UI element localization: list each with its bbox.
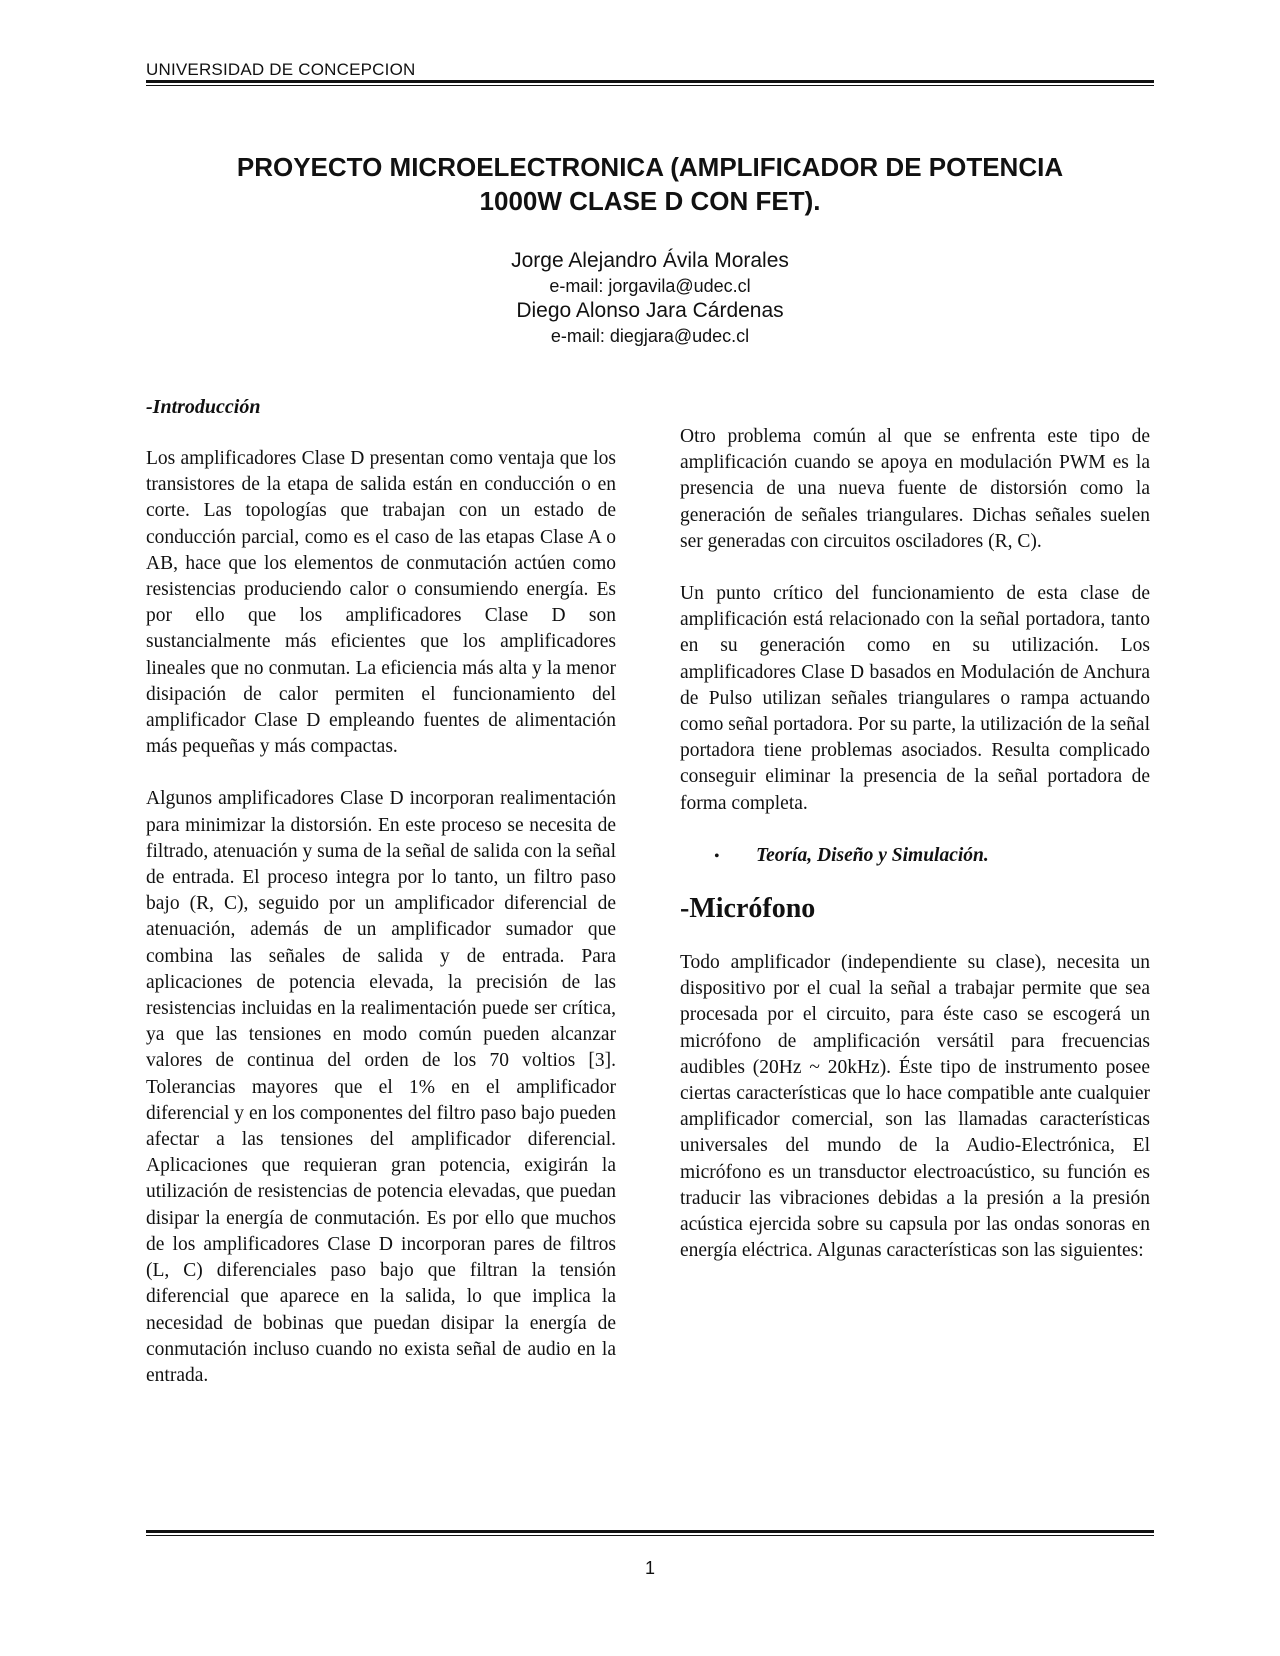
bullet-icon: • <box>714 847 720 865</box>
body-paragraph: Un punto crítico del funcionamiento de esta clase de amplificación está relacionado con la señal portadora, tanto en su generación como en su utilización. Los amplificadores Clase D basados en Modulación de Anchura de Pulso utilizan señales triangulares o rampa actuando como señal portadora. Por su parte, la utilización de la señal portadora tiene problemas asociados. Resulta complicado conseguir eliminar la presencia de la señal portadora de forma completa. <box>680 583 1150 814</box>
body-paragraph: Todo amplificador (independiente su clase), necesita un dispositivo por el cual la señal a trabajar permite que sea procesada por el circuito, para éste caso se escogerá un micrófono de amplificación versátil para frecuencias audibles (20Hz ~ 20kHz). Éste tipo de instrumento posee ciertas características que lo hace compatible ante cualquier amplificador comercial, son las llamadas características universales del mundo de la Audio-Electrónica, El micrófono es un transductor electroacústico, su función es traducir las vibraciones debidas a la presión a la presión acústica ejercida sobre su capsula por las ondas sonoras en energía eléctrica. Algunas características son las siguientes: <box>680 952 1150 1262</box>
title-line-2: 1000W CLASE D CON FET). <box>479 186 821 216</box>
body-paragraph: Otro problema común al que se enfrenta este tipo de amplificación cuando se apoya en modulación PWM es la presencia de una nueva fuente de distorsión como la generación de señales triangulares. Dichas señales suelen ser generadas con circuitos osciladores (R, C). <box>680 426 1150 552</box>
header-rule-thin <box>146 85 1154 86</box>
left-column <box>146 394 616 1389</box>
bullet-item <box>680 843 1150 870</box>
author-email: e-mail: diegjara@udec.cl <box>550 326 750 346</box>
page-number: 1 <box>644 1558 655 1578</box>
bullet-text: Teoría, Diseño y Simulación. <box>756 844 989 866</box>
author-email: e-mail: jorgavila@udec.cl <box>549 276 751 296</box>
paragraph-gap <box>680 555 1150 581</box>
author-block <box>146 248 1154 348</box>
header-institution: UNIVERSIDAD DE CONCEPCION <box>146 60 416 79</box>
title-line-1: PROYECTO MICROELECTRONICA (AMPLIFICADOR DE POTENCIA <box>236 152 1064 182</box>
section-heading-microfono: -Micrófono <box>680 893 816 925</box>
paragraph-gap <box>146 760 616 786</box>
author-name: Diego Alonso Jara Cárdenas <box>516 299 784 322</box>
author-name: Jorge Alejandro Ávila Morales <box>511 249 789 272</box>
section-heading-introduccion: -Introducción <box>146 396 261 418</box>
right-column <box>680 424 1150 1264</box>
body-paragraph: Los amplificadores Clase D presentan como ventaja que los transistores de la etapa de salida están en conducción o en corte. Las topologías que trabajan con un estado de conducción parcial, como es el caso de las etapas Clase A o AB, hace que los elementos de conmutación actúen como resistencias produciendo calor o consumiendo energía. Es por ello que los amplificadores Clase D son sustancialmente más eficientes que los amplificadores lineales que no conmutan. La eficiencia más alta y la menor disipación de calor permiten el funcionamiento del amplificador Clase D empleando fuentes de alimentación más pequeñas y más compactas. <box>146 448 616 758</box>
paper-title <box>146 150 1154 218</box>
header-rule-thick <box>146 80 1154 83</box>
footer-rule-thick <box>146 1530 1154 1533</box>
body-paragraph: Algunos amplificadores Clase D incorporan realimentación para minimizar la distorsión. En este proceso se necesita de filtrado, atenuación y suma de la señal de salida con la señal de entrada. El proceso integra por lo tanto, un filtro paso bajo (R, C), seguido por un amplificador diferencial de atenuación, además de un amplificador sumador que combina las señales de salida y de entrada. Para aplicaciones de potencia elevada, la precisión de las resistencias incluidas en la realimentación puede ser crítica, ya que las tensiones en modo común pueden alcanzar valores de continua del orden de los 70 voltios [3]. Tolerancias mayores que el 1% en el amplificador diferencial y en los componentes del filtro paso bajo pueden afectar a las tensiones del amplificador diferencial. Aplicaciones que requieran gran potencia, exigirán la utilización de resistencias de potencia elevadas, que puedan disipar la energía de conmutación. Es por ello que muchos de los amplificadores Clase D incorporan pares de filtros (L, C) diferenciales paso bajo que filtran la tensión diferencial que aparece en la salida, lo que implica la necesidad de bobinas que puedan disipar la energía de conmutación incluso cuando no exista señal de audio en la entrada. <box>146 788 616 1386</box>
footer-rule-thin <box>146 1535 1154 1536</box>
